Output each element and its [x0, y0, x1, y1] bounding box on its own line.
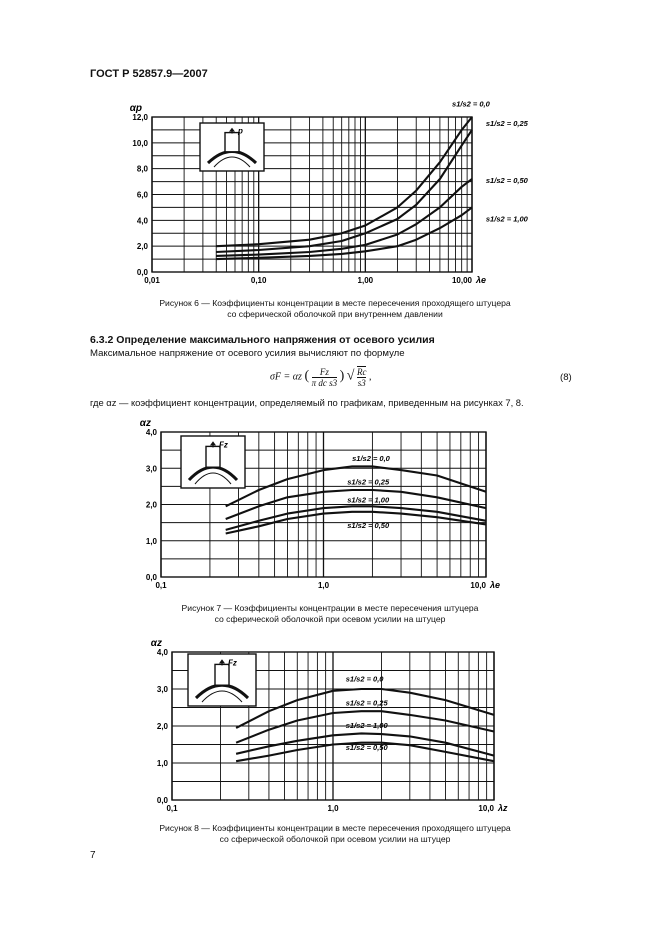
formula-lhs: σF = αz — [270, 371, 302, 383]
x-tick-label: 0,1 — [155, 581, 167, 590]
figure-7-caption-line2: со сферической оболочкой при осевом усилии на штуцер — [214, 614, 446, 624]
y-tick-label: 10,0 — [132, 138, 148, 148]
page-number: 7 — [90, 850, 96, 861]
y-axis-label: αp — [129, 103, 142, 114]
y-tick-label: 8,0 — [136, 164, 148, 174]
inset-load-label: Fz — [228, 658, 237, 668]
section-heading: 6.3.2 Определение максимального напряжения от осевого усилия — [90, 334, 435, 346]
y-tick-label: 3,0 — [145, 464, 157, 474]
series-label: s1/s2 = 0,25 — [345, 698, 388, 708]
x-tick-label: 0,1 — [166, 804, 178, 813]
y-tick-label: 2,0 — [156, 722, 168, 731]
x-tick-label: 0,01 — [144, 276, 160, 285]
formula-sqrt-numerator: Rc — [356, 367, 367, 377]
y-tick-label: 2,0 — [136, 242, 148, 252]
x-tick-label: 10,0 — [478, 804, 494, 813]
y-tick-label: 12,0 — [132, 113, 148, 122]
formula-sqrt-denominator: s3 — [357, 378, 366, 388]
section-intro: Максимальное напряжение от осевого усилия вычисляют по формуле — [90, 348, 405, 359]
figure-8-caption-line2: со сферической оболочкой при осевом усилии на штуцер — [219, 834, 451, 844]
x-tick-label: 1,0 — [317, 581, 330, 590]
y-tick-label: 1,0 — [156, 759, 168, 768]
y-tick-label: 3,0 — [156, 685, 168, 694]
nozzle-schematic — [181, 436, 245, 488]
formula-fraction-numerator: Fz — [312, 367, 338, 378]
y-tick-label: 0,0 — [136, 268, 148, 277]
series-label: s1/s2 = 1,00 — [485, 214, 528, 224]
series-label: s1/s2 = 0,50 — [347, 521, 390, 531]
document-header: ГОСТ Р 52857.9—2007 — [90, 68, 208, 80]
inset-load-label: Fz — [219, 440, 228, 450]
figure-6-caption — [95, 298, 575, 320]
x-axis-label: λe — [476, 275, 487, 285]
y-axis-label: αz — [150, 638, 162, 649]
series-label: s1/s2 = 1,00 — [347, 495, 390, 505]
nozzle — [206, 446, 220, 467]
x-tick-label: 10,0 — [470, 581, 486, 590]
nozzle-schematic — [188, 654, 256, 706]
x-axis-label: λe — [490, 580, 501, 590]
series-label: s1/s2 = 0,50 — [345, 743, 388, 753]
y-tick-label: 1,0 — [145, 536, 157, 546]
series-label: s1/s2 = 0,25 — [485, 119, 528, 129]
equation-number: (8) — [560, 372, 572, 383]
inset-load-label: p — [238, 126, 243, 136]
figure-8-caption — [95, 823, 575, 845]
x-tick-label: 1,00 — [357, 276, 374, 285]
series-label: s1/s2 = 0,0 — [452, 99, 490, 109]
x-tick-label: 10,00 — [451, 276, 472, 285]
figure-6-caption-line2: со сферической оболочкой при внутреннем давлении — [227, 309, 443, 319]
y-tick-label: 2,0 — [145, 500, 157, 510]
figure-7-caption — [120, 603, 540, 625]
x-tick-label: 1,0 — [327, 804, 339, 813]
y-tick-label: 0,0 — [156, 796, 168, 805]
y-axis-label: αz — [139, 418, 151, 429]
nozzle-schematic — [200, 123, 264, 171]
y-tick-label: 0,0 — [145, 573, 157, 582]
series-label: s1/s2 = 0,25 — [347, 477, 390, 487]
where-text: где αz — коэффициент концентрации, определяемый по графикам, приведенным на рисунках 7, 8. — [90, 397, 524, 408]
figure-7-chart — [125, 418, 525, 598]
series-label: s1/s2 = 0,0 — [345, 674, 384, 684]
y-tick-label: 4,0 — [156, 648, 168, 657]
figure-6-caption-line1: Рисунок 6 — Коэффициенты концентрации в месте пересечения проходящего штуцера — [159, 298, 511, 308]
x-axis-label: λz — [498, 803, 508, 813]
y-tick-label: 4,0 — [136, 216, 148, 226]
y-tick-label: 6,0 — [136, 190, 148, 200]
series-label: s1/s2 = 0,0 — [352, 454, 390, 463]
series-label: s1/s2 = 0,50 — [485, 175, 528, 185]
y-tick-label: 4,0 — [145, 428, 157, 437]
formula-fraction-denominator: π dc s3 — [311, 377, 338, 388]
x-tick-label: 0,10 — [250, 276, 267, 285]
figure-7-caption-line1: Рисунок 7 — Коэффициенты концентрации в месте пересечения штуцера — [181, 603, 479, 613]
figure-8-caption-line1: Рисунок 8 — Коэффициенты концентрации в месте пересечения проходящего штуцера — [159, 823, 511, 833]
figure-6-chart — [120, 95, 540, 295]
figure-8-chart — [128, 632, 528, 817]
series-label: s1/s2 = 1,00 — [345, 720, 388, 730]
nozzle — [225, 133, 239, 152]
formula-8: σF = αz ( $\frac{Fz}{\text{π dc s3}}$ ) √ $\frac{Rc}{s3}$ , — [270, 366, 372, 388]
nozzle — [215, 664, 229, 685]
